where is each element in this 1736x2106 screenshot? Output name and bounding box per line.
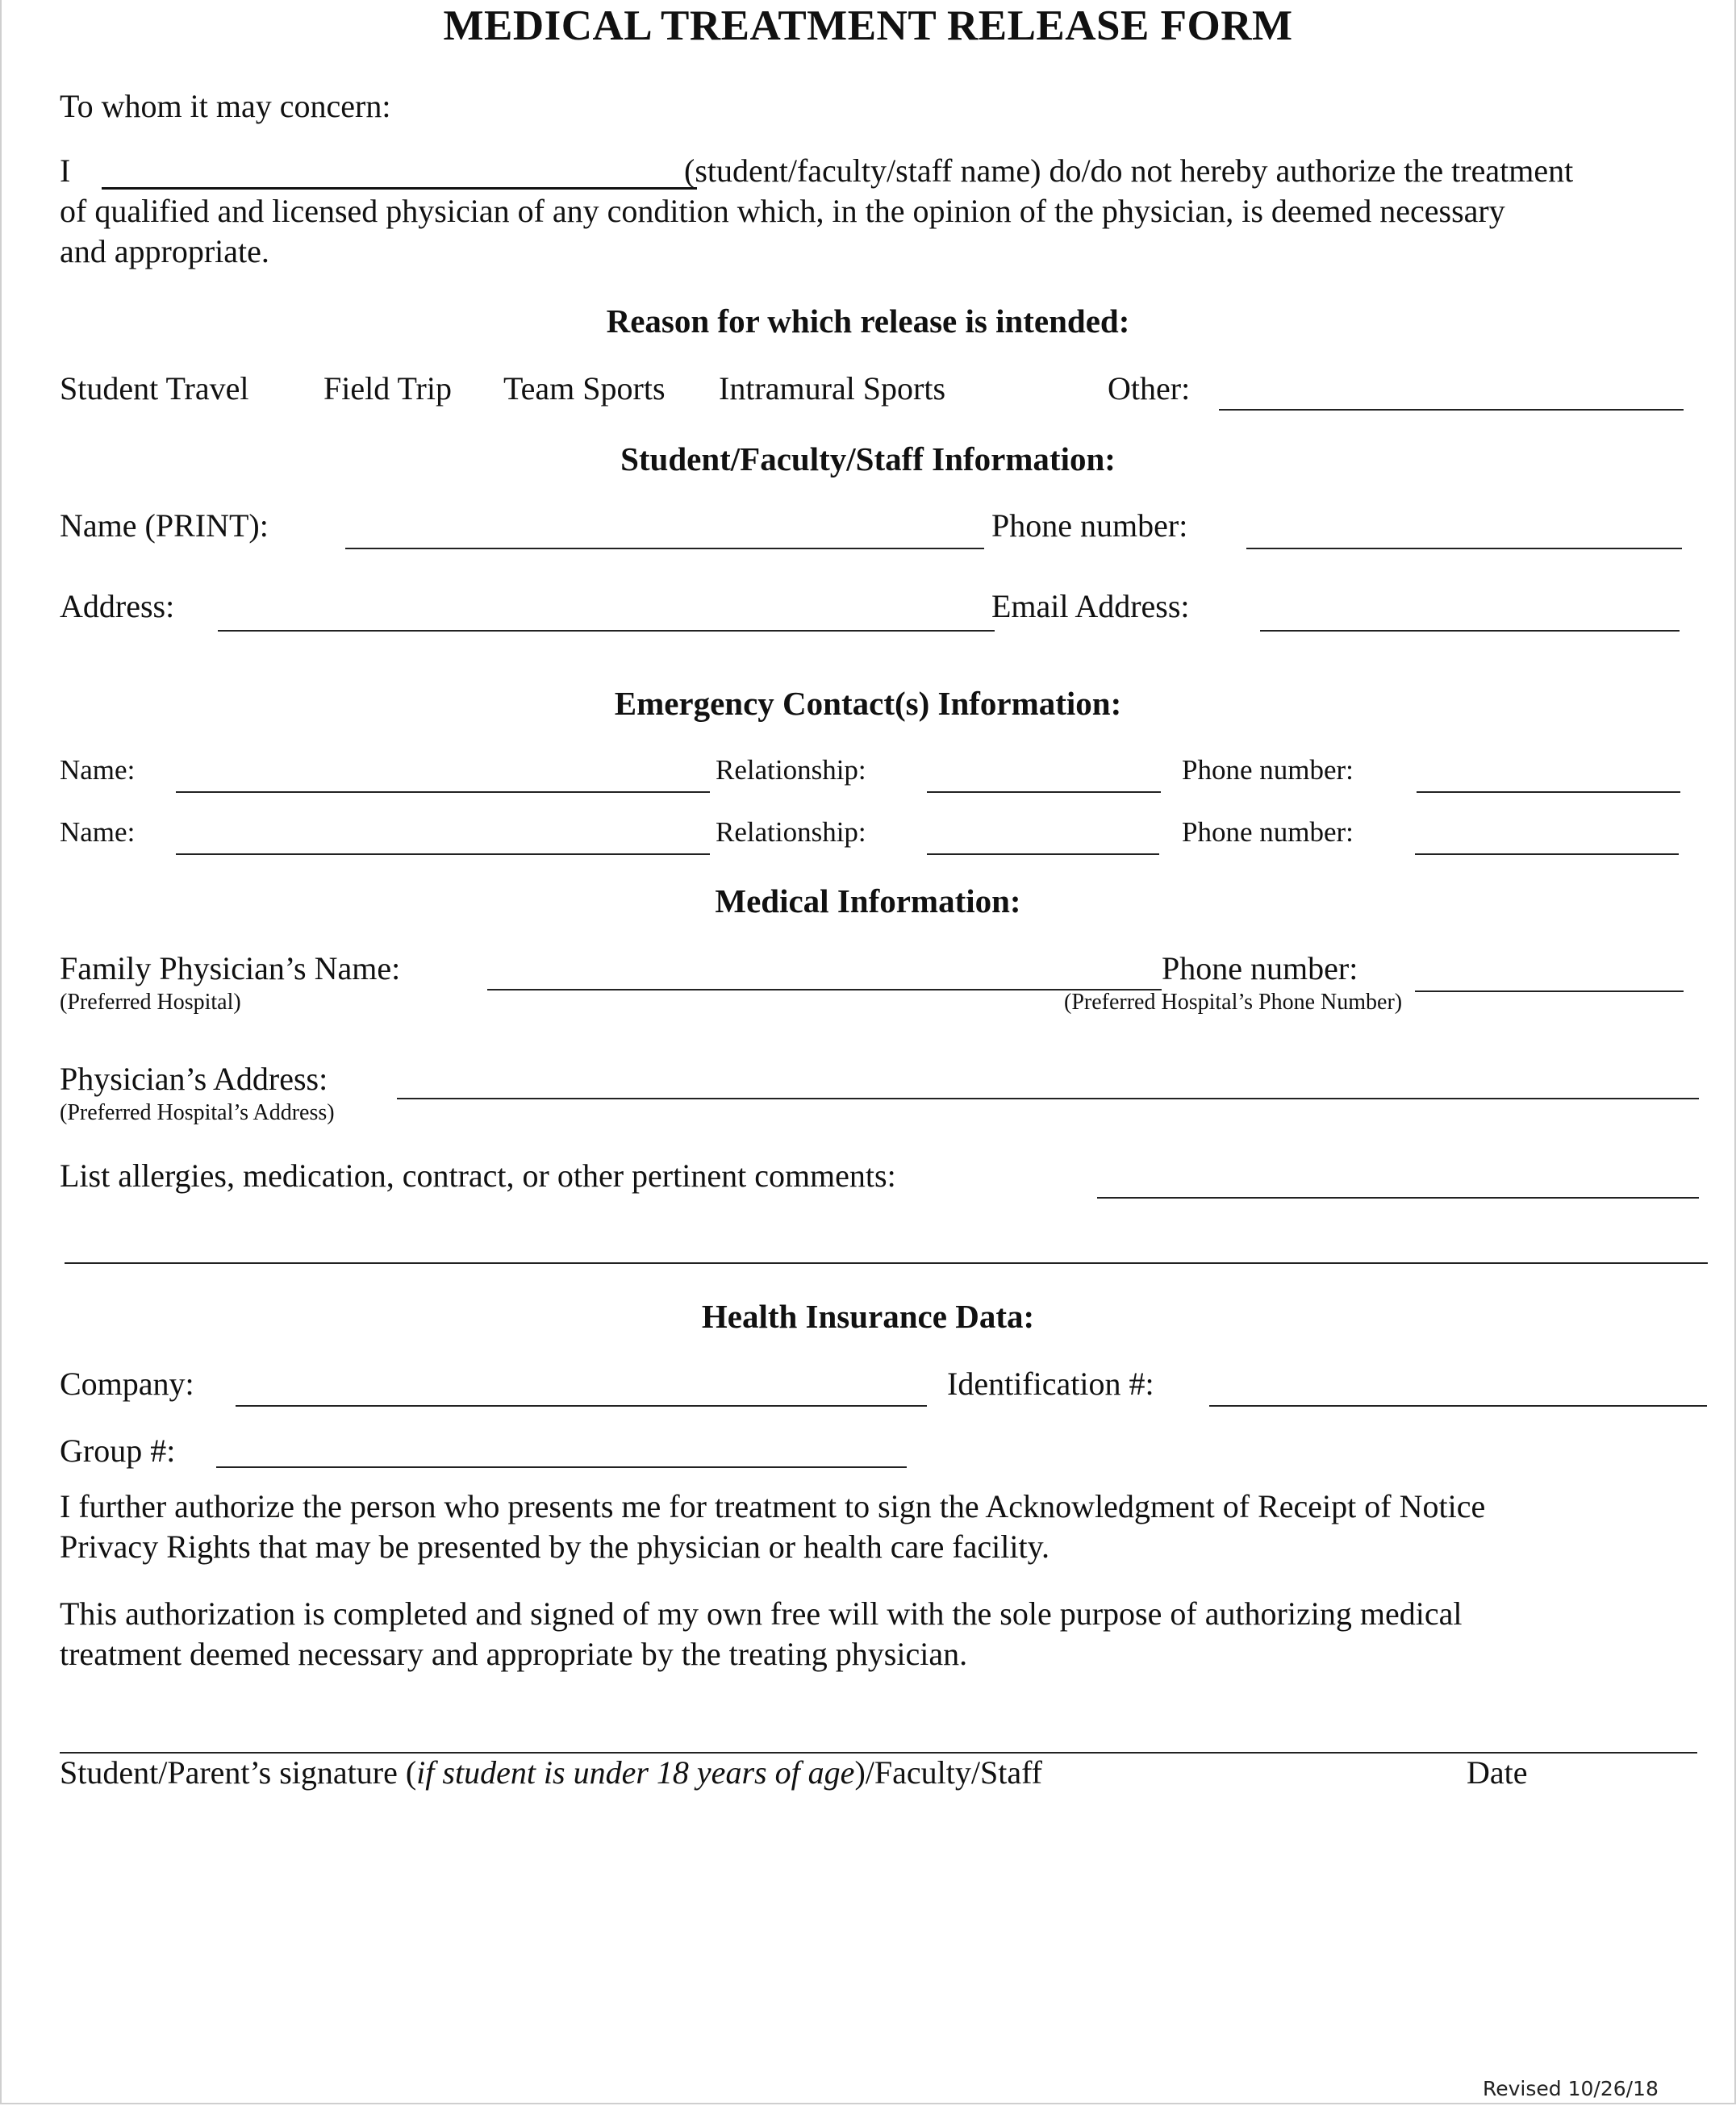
option-intramural-sports[interactable]: Intramural Sports [719, 370, 946, 407]
intro-line1: (student/faculty/staff name) do/do not hereby authorize the treatment [684, 152, 1574, 189]
comments-label: List allergies, medication, contract, or other pertinent comments: [60, 1157, 896, 1194]
emergency-name-line-2[interactable] [176, 853, 710, 855]
other-label: Other: [1108, 370, 1191, 407]
company-line[interactable] [236, 1405, 927, 1407]
physician-name-line[interactable] [487, 989, 1162, 990]
signature-italic: if student is under 18 years of age [416, 1754, 855, 1791]
signature-suffix: )/Faculty/Staff [854, 1754, 1042, 1791]
company-label: Company: [60, 1366, 194, 1402]
physician-address-line[interactable] [397, 1098, 1699, 1099]
revised-date: Revised 10/26/18 [1483, 2077, 1659, 2100]
emergency-relationship-label-1: Relationship: [716, 754, 866, 786]
emergency-phone-label-2: Phone number: [1182, 816, 1354, 848]
identification-label: Identification #: [947, 1366, 1154, 1402]
form-title: MEDICAL TREATMENT RELEASE FORM [443, 2, 1293, 49]
comments-line-2[interactable] [65, 1262, 1708, 1264]
physician-phone-line[interactable] [1415, 990, 1684, 992]
other-line[interactable] [1219, 409, 1684, 411]
medical-heading: Medical Information: [715, 882, 1021, 920]
emergency-relationship-line-2[interactable] [927, 853, 1159, 855]
authorization-para2-line1: This authorization is completed and signed of my own free will with the sole purpose of authorizing medical [60, 1595, 1463, 1632]
option-team-sports[interactable]: Team Sports [503, 370, 666, 407]
intro-line3: and appropriate. [60, 233, 269, 269]
authorization-para2-line2: treatment deemed necessary and appropriate by the treating physician. [60, 1636, 968, 1672]
intro-line2: of qualified and licensed physician of any condition which, in the opinion of the physician, is deemed necessary [60, 193, 1505, 229]
option-field-trip[interactable]: Field Trip [323, 370, 452, 407]
emergency-name-label-1: Name: [60, 754, 136, 786]
address-label: Address: [60, 588, 175, 624]
physician-address-sub: (Preferred Hospital’s Address) [60, 1100, 335, 1125]
intro-prefix: I [60, 152, 71, 189]
authorization-para1-line1: I further authorize the person who presents me for treatment to sign the Acknowledgment of Receipt of Notice [60, 1488, 1486, 1524]
signature-prefix: Student/Parent’s signature ( [60, 1754, 417, 1791]
signature-label [60, 1754, 1042, 1791]
emergency-relationship-label-2: Relationship: [716, 816, 866, 848]
group-line[interactable] [216, 1466, 907, 1468]
emergency-relationship-line-1[interactable] [927, 791, 1161, 793]
physician-name-sub: (Preferred Hospital) [60, 990, 241, 1015]
physician-name-label: Family Physician’s Name: [60, 950, 401, 986]
person-phone-line[interactable] [1246, 548, 1682, 549]
option-student-travel[interactable]: Student Travel [60, 370, 249, 407]
group-label: Group #: [60, 1432, 176, 1469]
emergency-phone-line-2[interactable] [1415, 853, 1679, 855]
emergency-phone-line-1[interactable] [1417, 791, 1680, 793]
physician-phone-label: Phone number: [1162, 950, 1358, 986]
identification-line[interactable] [1209, 1405, 1707, 1407]
physician-address-label: Physician’s Address: [60, 1061, 328, 1097]
salutation: To whom it may concern: [60, 88, 391, 124]
email-line[interactable] [1260, 630, 1680, 632]
person-phone-label: Phone number: [991, 507, 1188, 544]
name-print-line[interactable] [345, 548, 984, 549]
name-print-label: Name (PRINT): [60, 507, 269, 544]
emergency-name-line-1[interactable] [176, 791, 710, 793]
email-label: Email Address: [991, 588, 1190, 624]
emergency-phone-label-1: Phone number: [1182, 754, 1354, 786]
insurance-heading: Health Insurance Data: [701, 1298, 1035, 1335]
physician-phone-sub: (Preferred Hospital’s Phone Number) [1064, 990, 1403, 1015]
authorization-para1-line2: Privacy Rights that may be presented by the physician or health care facility. [60, 1528, 1050, 1565]
emergency-name-label-2: Name: [60, 816, 136, 848]
comments-line-1[interactable] [1097, 1197, 1699, 1199]
address-line[interactable] [218, 630, 995, 632]
reason-heading: Reason for which release is intended: [606, 302, 1130, 340]
emergency-heading: Emergency Contact(s) Information: [614, 685, 1122, 722]
student-name-line[interactable] [102, 187, 697, 190]
person-heading: Student/Faculty/Staff Information: [620, 440, 1116, 477]
date-label: Date [1467, 1754, 1528, 1791]
